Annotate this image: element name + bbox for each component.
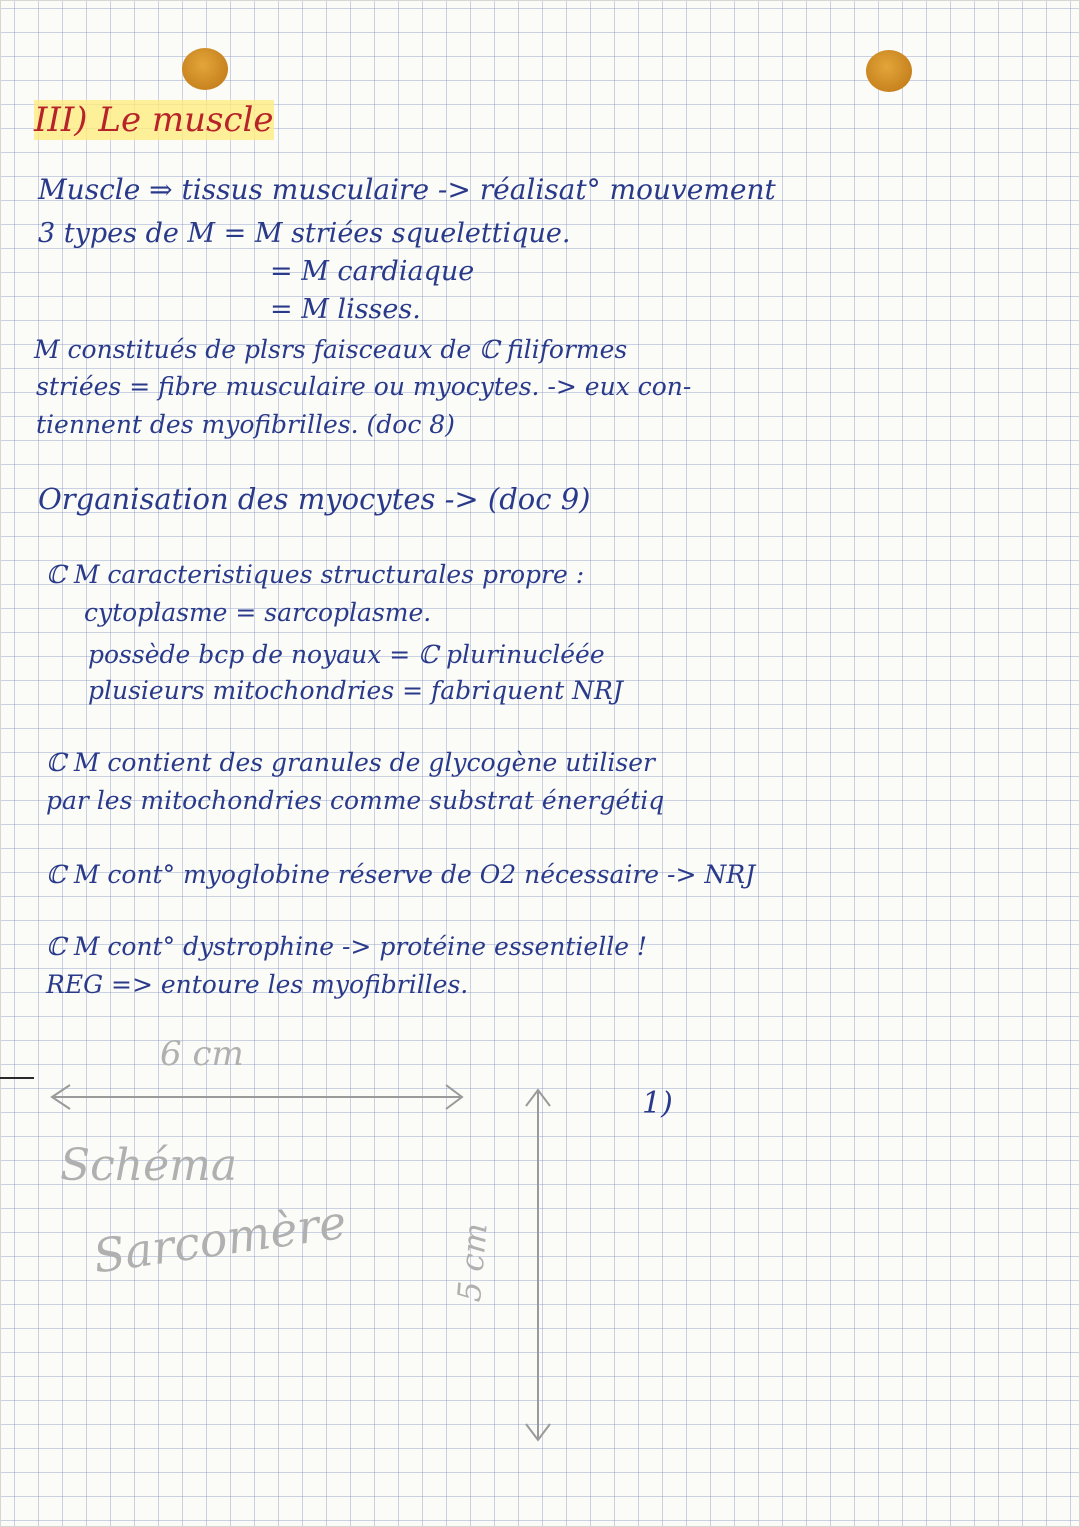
line-10: cytoplasme = sarcoplasme.	[84, 598, 432, 627]
line-11: possède bcp de noyaux = ℂ plurinucléée	[88, 640, 605, 669]
sarcomere-label: Sarcomère	[90, 1194, 350, 1284]
line-6: striées = fibre musculaire ou myocytes. -> eux con-	[36, 372, 692, 401]
width-label: 6 cm	[160, 1034, 244, 1074]
line-13: ℂ M contient des granules de glycogène utiliser	[46, 748, 655, 777]
schema-label: Schéma	[60, 1140, 238, 1191]
line-3: = M cardiaque	[270, 256, 475, 287]
item-number: 1)	[642, 1086, 673, 1121]
line-16: ℂ M cont° dystrophine -> protéine essentielle !	[46, 932, 647, 961]
line-15: ℂ M cont° myoglobine réserve de O2 nécessaire -> NRJ	[46, 860, 756, 889]
line-8: Organisation des myocytes -> (doc 9)	[38, 482, 591, 516]
line-4: = M lisses.	[270, 294, 421, 325]
line-1: Muscle ⇒ tissus musculaire -> réalisat° mouvement	[38, 173, 776, 206]
line-12: plusieurs mitochondries = fabriquent NRJ	[88, 676, 623, 705]
line-17: REG => entoure les myofibrilles.	[46, 970, 469, 999]
line-7: tiennent des myofibrilles. (doc 8)	[36, 410, 455, 439]
height-label: 5 cm	[450, 1221, 495, 1304]
line-9: ℂ M caracteristiques structurales propre :	[46, 560, 585, 589]
line-5: M constitués de plsrs faisceaux de ℂ filiformes	[34, 335, 628, 364]
line-2: 3 types de M = M striées squelettique.	[38, 218, 571, 249]
line-14: par les mitochondries comme substrat énergétiq	[46, 786, 665, 815]
page-title-text: III) Le muscle	[34, 100, 274, 140]
